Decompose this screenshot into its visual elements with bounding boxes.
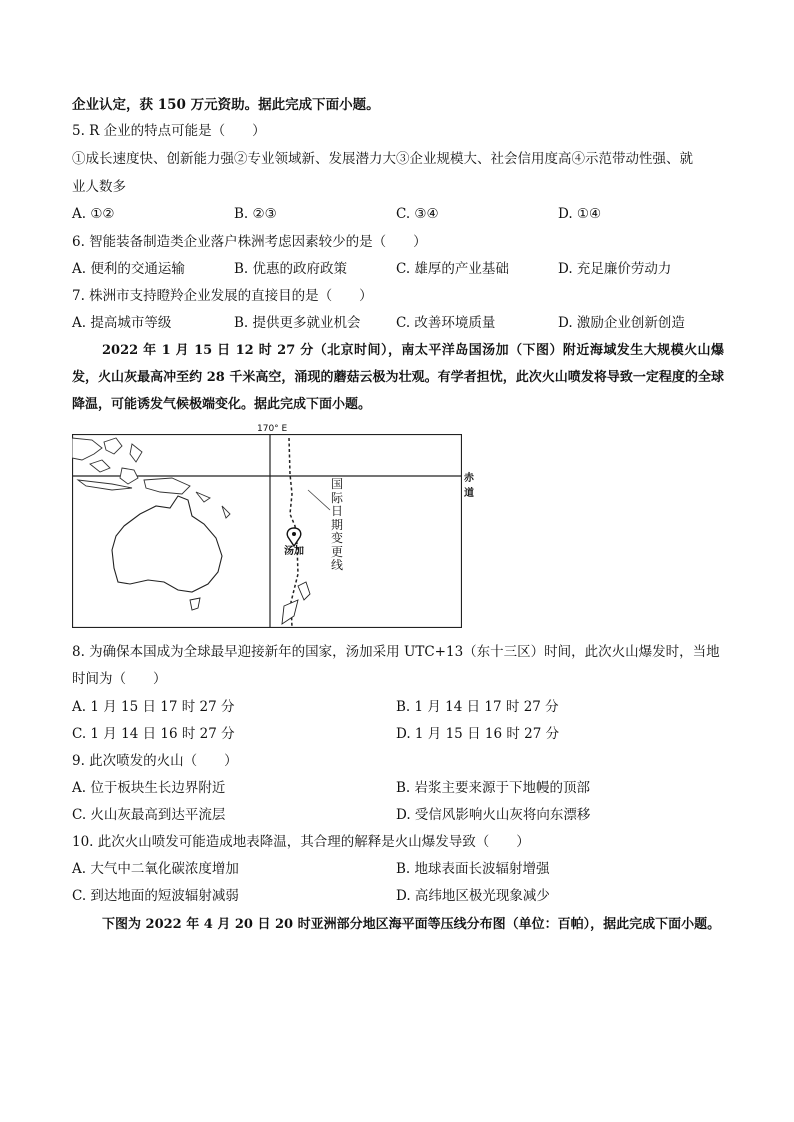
question-10-option-d: D. 高纬地区极光现象减少 — [396, 888, 550, 904]
question-8-option-b: B. 1 月 14 日 17 时 27 分 — [396, 699, 559, 715]
dateline-label — [330, 478, 344, 573]
question-7-option-b: B. 提供更多就业机会 — [234, 315, 361, 331]
question-6-stem: 6. 智能装备制造类企业落户株洲考虑因素较少的是（ ） — [72, 234, 427, 250]
question-6-option-d: D. 充足廉价劳动力 — [558, 261, 672, 277]
question-5-stem: 5. R 企业的特点可能是（ ） — [72, 123, 266, 139]
question-5-option-b: B. ②③ — [234, 206, 277, 222]
tonga-location-map — [72, 424, 474, 628]
passage-pressure-map — [72, 911, 724, 938]
question-5-option-d: D. ①④ — [558, 206, 602, 222]
question-9-stem: 9. 此次喷发的火山（ ） — [72, 753, 238, 769]
question-10-option-c: C. 到达地面的短波辐射减弱 — [72, 888, 239, 904]
passage-tonga-text: 2022 年 1 月 15 日 12 时 27 分（北京时间），南太平洋岛国汤加（下图）附近海域发生大规模火山爆发，火山灰最高冲至约 28 千米高空，涌现的蘑菇云极为壮观。有学者担忧，此次火山喷发将导致一定程度的全球降温，可能诱发气候极端变化。据此完成下面小题。 — [72, 343, 724, 412]
dateline-char: 际 — [330, 490, 343, 505]
question-6-option-b: B. 优惠的政府政策 — [234, 261, 348, 277]
dateline-char: 期 — [330, 517, 343, 532]
question-5-stem-line2: ①成长速度快、创新能力强②专业领域新、发展潜力大③企业规模大、社会信用度高④示范带动性强、就 — [72, 151, 693, 167]
meridian-label: 170° E — [257, 424, 288, 434]
dateline-char: 更 — [330, 544, 343, 559]
question-8-option-d: D. 1 月 15 日 16 时 27 分 — [396, 726, 560, 742]
question-10-option-b: B. 地球表面长波辐射增强 — [396, 861, 550, 877]
question-8-stem-line2: 时间为（ ） — [72, 671, 167, 687]
question-5-option-c: C. ③④ — [396, 206, 439, 222]
question-5-stem-line3: 业人数多 — [72, 179, 126, 195]
question-7-stem: 7. 株洲市支持瞪羚企业发展的直接目的是（ ） — [72, 288, 373, 304]
passage-pressure-text: 下图为 2022 年 4 月 20 日 20 时亚洲部分地区海平面等压线分布图（单位：百帕），据此完成下面小题。 — [102, 917, 721, 932]
question-7-option-c: C. 改善环境质量 — [396, 315, 496, 331]
question-7-option-d: D. 激励企业创新创造 — [558, 315, 685, 331]
question-5-option-a: A. ①② — [72, 206, 115, 222]
intro-tail: 企业认定，获 150 万元资助。据此完成下面小题。 — [72, 97, 380, 113]
question-8-stem: 8. 为确保本国成为全球最早迎接新年的国家，汤加采用 UTC+13（东十三区）时间，此次火山爆发时，当地 — [72, 644, 720, 660]
dateline-char: 日 — [330, 504, 343, 518]
question-9-option-c: C. 火山灰最高到达平流层 — [72, 807, 226, 823]
question-6-option-c: C. 雄厚的产业基础 — [396, 261, 509, 277]
question-6-option-a: A. 便利的交通运输 — [72, 261, 185, 277]
equator-label: 赤道 — [464, 473, 474, 499]
question-9-option-a: A. 位于板块生长边界附近 — [72, 780, 226, 796]
question-9-option-b: B. 岩浆主要来源于下地幔的顶部 — [396, 780, 591, 796]
dateline-char: 国 — [330, 477, 343, 491]
question-8-option-a: A. 1 月 15 日 17 时 27 分 — [72, 699, 235, 715]
tonga-label: 汤加 — [284, 546, 304, 557]
question-9-option-d: D. 受信风影响火山灰将向东漂移 — [396, 807, 591, 823]
dateline-char: 变 — [330, 531, 343, 545]
dateline-char: 线 — [330, 558, 343, 572]
question-10-option-a: A. 大气中二氧化碳浓度增加 — [72, 861, 239, 877]
question-10-stem: 10. 此次火山喷发可能造成地表降温，其合理的解释是火山爆发导致（ ） — [72, 834, 530, 850]
passage-tonga-volcano — [72, 337, 724, 418]
question-8-option-c: C. 1 月 14 日 16 时 27 分 — [72, 726, 235, 742]
question-7-option-a: A. 提高城市等级 — [72, 315, 172, 331]
